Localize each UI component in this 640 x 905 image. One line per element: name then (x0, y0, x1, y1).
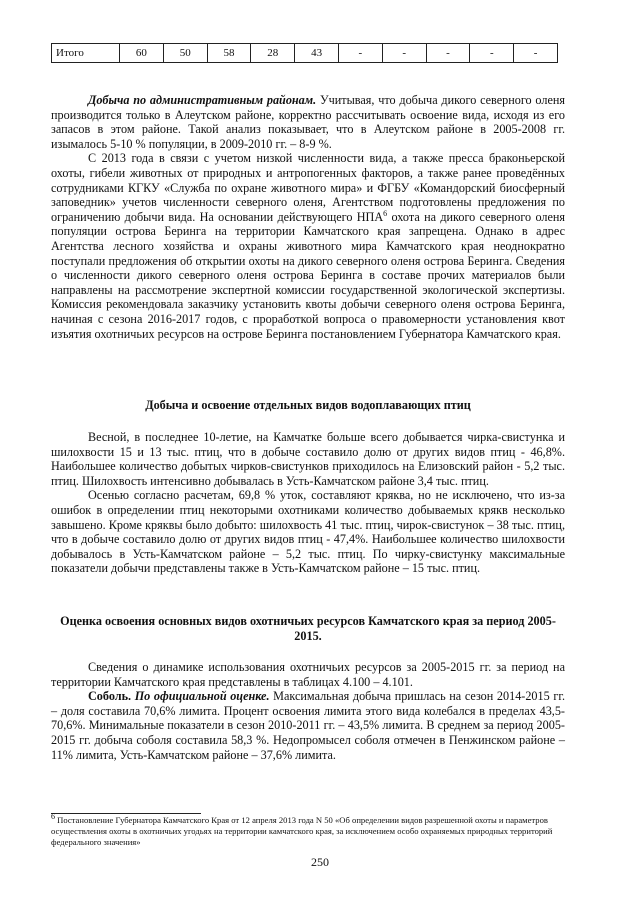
summary-table (51, 43, 558, 63)
paragraph: Сведения о динамике использования охотничьих ресурсов за 2005-2015 гг. за период на территории Камчатского края представлены в таблицах 4.100 – 4.101. (51, 660, 565, 689)
species-name: Соболь. (88, 689, 132, 704)
paragraph (51, 93, 565, 151)
paragraph-lead: Добыча по административным районам. (88, 93, 317, 107)
paragraph (51, 151, 565, 341)
footnote (51, 812, 565, 849)
table-cell: 58 (207, 44, 251, 63)
paragraph-text: С 2013 года в связи с учетом низкой численности вида, а также пресса браконьерской охоты, гибели животных от природных и антропогенных факторов, а также ранее проведённых сотрудниками КГКУ «Служба по охране животного мира» и ФГБУ «Командорский биосферный заповедник» учетов численности северного оленя, Агентством подготовлены предложения по ограничению добычи вида. На основании действующего НПА (51, 151, 565, 224)
footnote-text: Постановление Губернатора Камчатского Края от 12 апреля 2013 года N 50 «Об определении видов разрешенной охоты и параметров осуществления охоты в охотничьих угодьях на территории камчатского края, за исключением особо охраняемых природных территорий федерального значения» (51, 815, 553, 848)
paragraph-text: Учитывая, что добыча дикого северного оленя производится только в Алеутском районе, корректно рассчитывать освоение вида, исходя из его запасов в этом районе. Такой анализ показывает, что в Алеутском районе в 2005-2008 гг. изымалось 5-10 % популяции, в 2009-2010 гг. – 8-9 %. (51, 93, 565, 151)
footnote-divider (51, 813, 201, 814)
section-heading: Оценка освоения основных видов охотничьих ресурсов Камчатского края за период 2005-2015. (60, 614, 556, 643)
table-cell: - (426, 44, 470, 63)
paragraph-text: охота на дикого северного оленя популяции острова Беринга на территории Камчатского края запрещена. Однако в адрес Агентства лесного хозяйства и охраны животного мира Камчатского края неоднократно поступали предложения об открытии охоты на дикого северного оленя острова Беринга. Сведения о численности дикого северного оленя острова Беринга в составе прочих материалов были направлены на рассмотрение экспертной комиссии государственной экологической экспертизы. Комиссия рекомендовала заказчику установить квоты добычи северного оленя острова Беринга, начиная с сезона 2016-2017 годов, с проработкой вопроса о правомерности установления квот изъятия охотничьих ресурсов на острове Беринга постановлением Губернатора Камчатского края. (51, 209, 565, 341)
footnote-ref[interactable]: 6 (383, 208, 388, 218)
section-assessment (51, 660, 565, 762)
table-cell: 43 (295, 44, 339, 63)
section-mining-by-district (51, 93, 565, 341)
section-heading: Добыча и освоение отдельных видов водоплавающих птиц (145, 398, 471, 412)
paragraph: Весной, в последнее 10-летие, на Камчатке больше всего добывается чирка-свистунка и шилохвости 15 и 13 тыс. птиц, что в добыче составило долю от других видов птиц - 46,8%. Наибольшее количество добытых чирков-свистунков приходилось на Елизовский район - 5,2 тыс. птиц. Шилохвость интенсивно добывалась в Усть-Камчатском районе 3,4 тыс. птиц. (51, 430, 565, 488)
page-number: 250 (311, 855, 329, 869)
table-cell: 50 (163, 44, 207, 63)
table-cell: Итого (52, 44, 120, 63)
table-cell: - (338, 44, 382, 63)
paragraph: Осенью согласно расчетам, 69,8 % уток, составляют кряква, но не исключено, что из-за ошибок в определении птиц некоторыми охотниками количество добываемых крякв несколько завышено. Кроме кряквы было добыто: шилохвость 41 тыс. птиц, чирок-свистунок – 38 тыс. птиц, что в добыче составило долю от других видов птиц - 47,4%. Наибольшее количество шилохвости добывалось в Усть-Камчатском районе – 5,2 тыс. птиц. По чирку-свистунку максимальные показатели добычи представлены также в Усть-Камчатском районе – 15 тыс. птиц. (51, 488, 565, 576)
table-cell: - (514, 44, 558, 63)
paragraph-text: Максимальная добыча пришлась на сезон 2014-2015 гг. – доля составила 70,6% лимита. Процент освоения лимита этого вида колебался в пределах 43,5-70,6%. Минимальные показатели в сезон 2010-2011 гг. – 43,5% лимита. В среднем за период 2005-2015 гг. добыча соболя составила 58,3 %. Недопромысел соболя отмечен в Пенжинском районе – 11% лимита, Усть-Камчатском районе – 37,6% лимита. (51, 689, 565, 762)
table-row (52, 44, 558, 63)
paragraph (51, 689, 565, 762)
footnote-marker: 6 (51, 812, 55, 822)
section-waterfowl (51, 430, 565, 576)
table-cell: - (382, 44, 426, 63)
paragraph-lead: По официальной оценке. (131, 689, 270, 704)
table-cell: 60 (120, 44, 164, 63)
table-cell: 28 (251, 44, 295, 63)
table-cell: - (470, 44, 514, 63)
